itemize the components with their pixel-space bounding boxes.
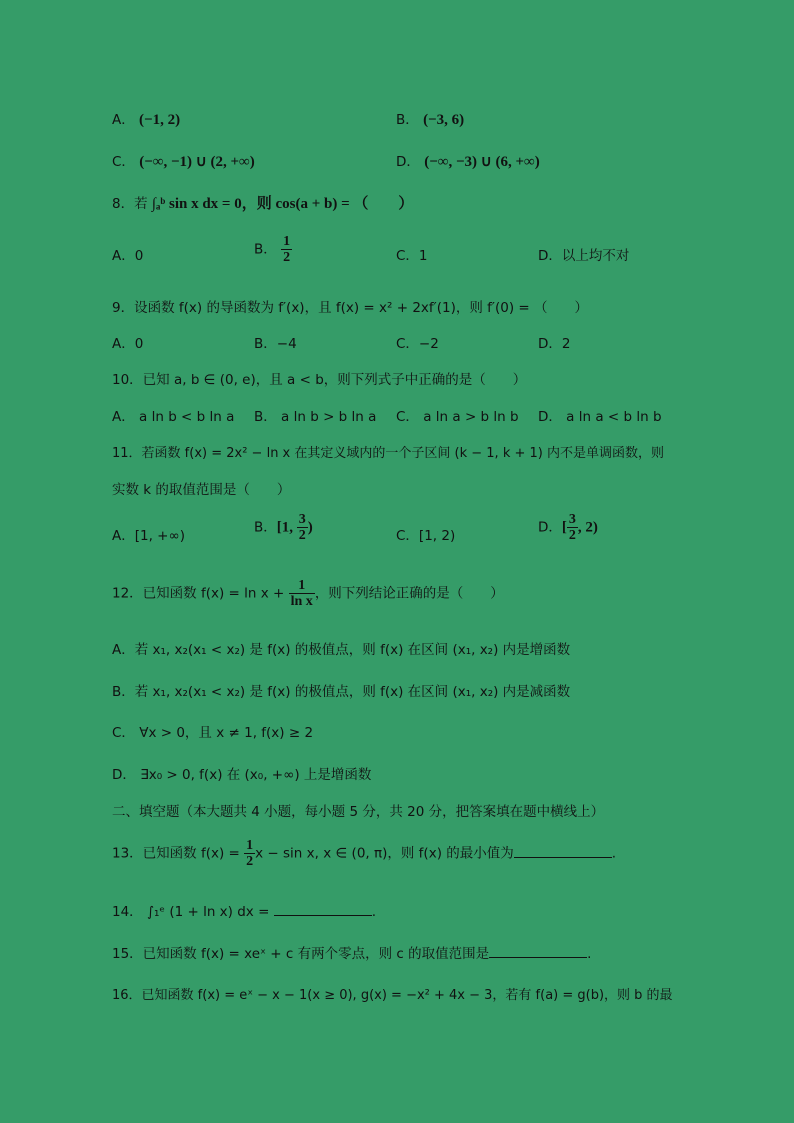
q11-option-a: A．[1, +∞) [112,528,185,544]
q13-stem: 13．已知函数 f(x) = $\frac{1}{2}$ x − sin x, x ∈ (0, π)，则 f(x) 的最小值为 . [112,838,617,869]
q7-option-c: C． (−∞, −1) ∪ (2, +∞) [112,154,255,170]
q8-integral: ∫ₐᵇ sin x dx = 0 [151,196,242,212]
q11-option-c: C．[1, 2) [396,528,456,544]
q16-stem: 16．已知函数 f(x) = eˣ − x − 1(x ≥ 0), g(x) = −x² + 4x − 3，若有 f(a) = g(b)，则 b 的最 [112,988,673,1003]
q7-option-d: D． (−∞, −3) ∪ (6, +∞) [396,154,540,170]
q9-option-d: D．2 [538,336,571,352]
q15-stem: 15．已知函数 f(x) = xeˣ + c 有两个零点，则 c 的取值范围是 . [112,946,592,962]
q11-stem-line2: 实数 k 的取值范围是（ ） [112,482,291,498]
q11-option-d: D．[ $\frac{3}{2}$ , 2) [538,512,598,543]
q7-option-b: B． (−3, 6) [396,112,465,128]
q10-option-a: A． a ln b < b ln a [112,409,235,425]
q9-option-c: C．−2 [396,336,439,352]
q8-stem: 8．若 ∫ₐᵇ sin x dx = 0，则 cos(a + b) = （ ） [112,196,414,212]
q12-option-b: B．若 x₁, x₂(x₁ < x₂) 是 f(x) 的极值点，则 f(x) 在区间 (x₁, x₂) 内是减函数 [112,684,571,700]
q8-option-b-fraction: $\frac{1}{2}$ [283,234,291,265]
q12-stem: 12．已知函数 f(x) = ln x + $\frac{1}{\text{ln x}}$ ，则下列结论正确的是（ ） [112,578,504,609]
q14-answer-blank[interactable] [274,903,372,916]
q15-answer-blank[interactable] [489,945,587,958]
q10-option-c: C． a ln a > b ln b [396,409,519,425]
q7-option-a: A． (−1, 2) [112,112,181,128]
q11-option-d-fraction: $\frac{3}{2}$ [568,512,576,543]
section-heading-fill-in: 二、填空题（本大题共 4 小题，每小题 5 分，共 20 分，把答案填在题中横线上） [112,804,605,820]
q7-option-a-value: (−1, 2) [139,112,181,128]
q7-option-b-value: (−3, 6) [423,112,465,128]
q9-option-a: A．0 [112,336,144,352]
q12-option-c: C． ∀x > 0，且 x ≠ 1, f(x) ≥ 2 [112,725,314,741]
q12-fraction: $\frac{1}{\text{ln x}}$ [290,578,313,609]
q7-option-c-value: (−∞, −1) ∪ (2, +∞) [139,154,255,170]
q10-stem: 10．已知 a, b ∈ (0, e)，且 a < b，则下列式子中正确的是（ ） [112,372,527,388]
q8-option-d: D．以上均不对 [538,248,630,264]
q13-fraction: $\frac{1}{2}$ [246,838,254,869]
q8-option-b: B． $\frac{1}{2}$ [254,234,291,265]
q12-option-d: D． ∃x₀ > 0, f(x) 在 (x₀, +∞) 上是增函数 [112,767,372,783]
q10-option-b: B． a ln b > b ln a [254,409,377,425]
q11-stem-line1: 11．若函数 f(x) = 2x² − ln x 在其定义域内的一个子区间 (k − 1, k + 1) 内不是单调函数，则 [112,446,664,461]
q8-option-a: A．0 [112,248,144,264]
q9-option-b: B．−4 [254,336,297,352]
q10-option-d: D． a ln a < b ln b [538,409,662,425]
q7-option-d-value: (−∞, −3) ∪ (6, +∞) [424,154,540,170]
q13-answer-blank[interactable] [514,845,612,858]
q8-option-c: C．1 [396,248,428,264]
q11-option-b-fraction: $\frac{3}{2}$ [298,512,306,543]
q9-stem: 9．设函数 f(x) 的导函数为 f′(x)，且 f(x) = x² + 2xf′(1)，则 f′(0) = （ ） [112,300,588,316]
q14-stem: 14． ∫₁ᵉ (1 + ln x) dx = . [112,904,376,920]
q11-option-b: B．[1, $\frac{3}{2}$ ) [254,512,313,543]
q12-option-a: A．若 x₁, x₂(x₁ < x₂) 是 f(x) 的极值点，则 f(x) 在区间 (x₁, x₂) 内是增函数 [112,642,571,658]
